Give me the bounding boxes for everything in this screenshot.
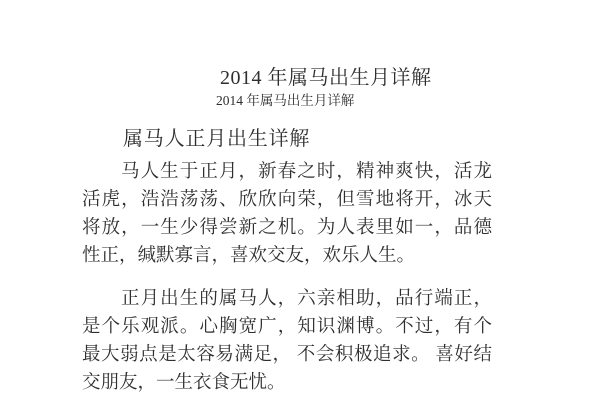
paragraph-2-line-1: 正月出生的属马人，六亲相助，品行端正，	[121, 289, 492, 309]
paragraph-2	[82, 285, 492, 397]
paragraph-1-line-2: 活虎，浩浩荡荡、欣欣向荣，但雪地将开，冰天	[82, 190, 492, 210]
paragraph-1	[82, 158, 492, 270]
document-title: 2014 年属马出生月详解	[220, 67, 432, 89]
paragraph-2-line-2: 是个乐观派。心胸宽广，知识渊博。不过，有个	[82, 317, 492, 337]
paragraph-1-line-3: 将放，一生少得尝新之机。为人表里如一，品德	[82, 218, 492, 238]
document-subtitle: 2014 年属马出生月详解	[216, 93, 355, 108]
section-heading: 属马人正月出生详解	[123, 128, 311, 150]
paragraph-1-line-1: 马人生于正月，新春之时，精神爽快，活龙	[121, 162, 492, 182]
paragraph-1-line-4: 性正，缄默寡言，喜欢交友，欢乐人生。	[82, 246, 416, 266]
paragraph-2-line-3: 最大弱点是太容易满足， 不会积极追求。 喜好结	[82, 345, 492, 365]
paragraph-2-line-4: 交朋友，一生衣食无忧。	[82, 373, 286, 393]
